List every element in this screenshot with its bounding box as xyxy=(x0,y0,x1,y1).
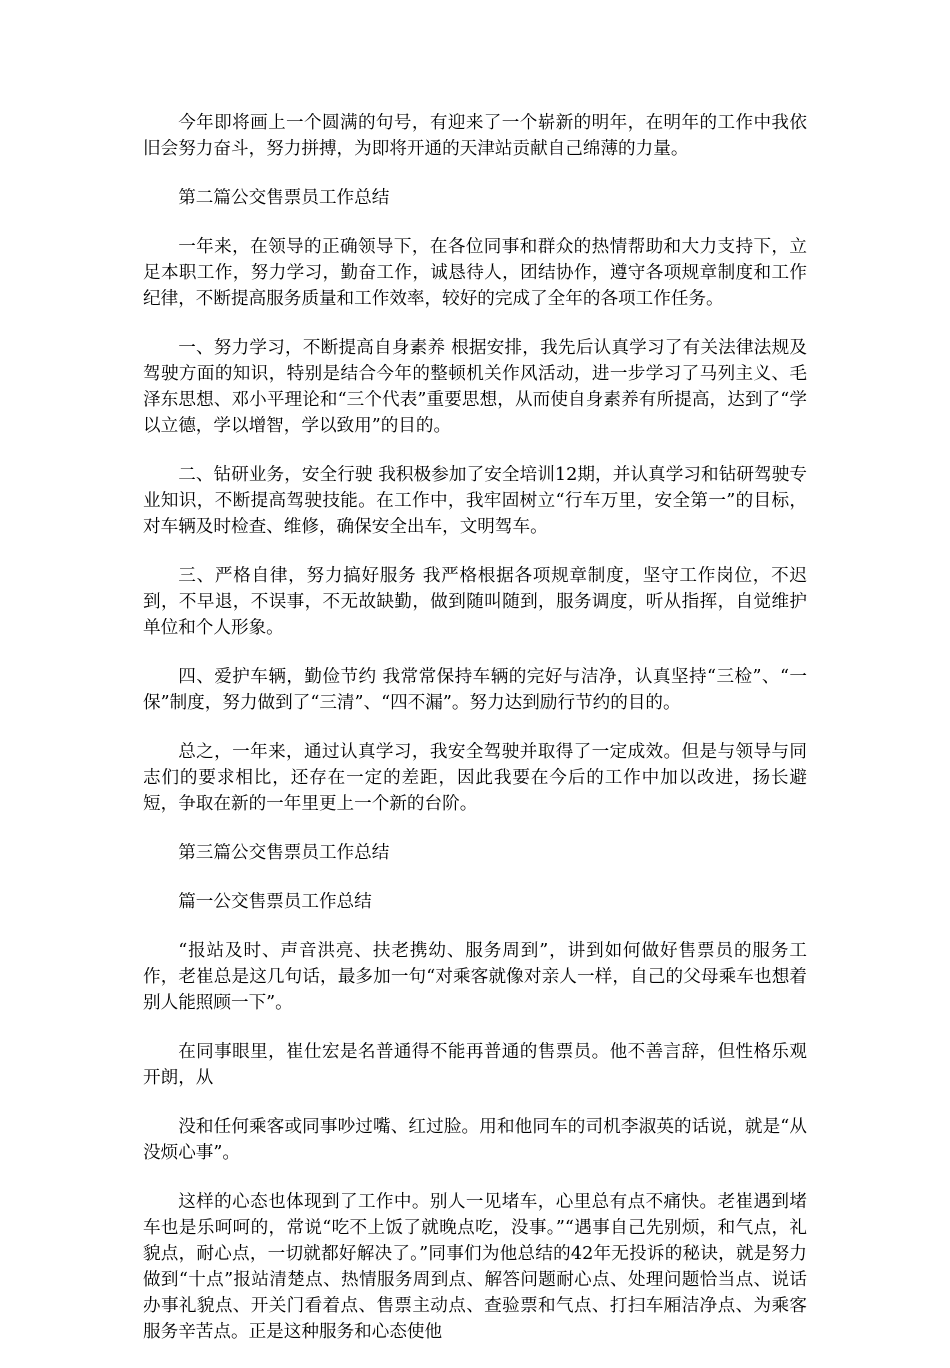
paragraph-closing: 今年即将画上一个圆满的句号，有迎来了一个崭新的明年，在明年的工作中我依旧会努力奋斗，努力拼搏，为即将开通的天津站贡献自己绵薄的力量。 xyxy=(143,113,807,159)
paragraph-point-4: 四、爱护车辆，勤俭节约 我常常保持车辆的完好与洁净，认真坚持“三检”、“一保”制度，努力做到了“三清”、“四不漏”。努力达到励行节约的目的。 xyxy=(143,667,807,713)
paragraph-intro: 一年来，在领导的正确领导下，在各位同事和群众的热情帮助和大力支持下，立足本职工作，努力学习，勤奋工作，诚恳待人，团结协作，遵守各项规章制度和工作纪律，不断提高服务质量和工作效率，较好的完成了全年的各项工作任务。 xyxy=(143,237,807,309)
paragraph-no-quarrel: 没和任何乘客或同事吵过嘴、红过脸。用和他同车的司机李淑英的话说，就是“从没烦心事”。 xyxy=(143,1117,807,1163)
paragraph-point-2: 二、钻研业务，安全行驶 我积极参加了安全培训12期，并认真学习和钻研驾驶专业知识，不断提高驾驶技能。在工作中，我牢固树立“行车万里，安全第一”的目标，对车辆及时检查、维修，确保安全出车，文明驾车。 xyxy=(143,465,807,537)
paragraph-attitude: 这样的心态也体现到了工作中。别人一见堵车，心里总有点不痛快。老崔遇到堵车也是乐呵呵的，常说“吃不上饭了就晚点吃，没事。”“遇事自己先别烦，和气点，礼貌点，耐心点，一切就都好解决了。”同事们为他总结的42年无投诉的秘诀，就是努力做到“十点”报站清楚点、热情服务周到点、解答问题耐心点、处理问题恰当点、说话办事礼貌点、开关门看着点、售票主动点、查验票和气点、打扫车厢洁净点、为乘客服务辛苦点。正是这种服务和心态使他 xyxy=(143,1192,807,1342)
paragraph-point-1: 一、努力学习，不断提高自身素养 根据安排，我先后认真学习了有关法律法规及驾驶方面的知识，特别是结合今年的整顿机关作风活动，进一步学习了马列主义、毛泽东思想、邓小平理论和“三个代表”重要思想，从而使自身素养有所提高，达到了“学以立德，学以增智，学以致用”的目的。 xyxy=(143,338,807,436)
paragraph-point-3: 三、严格自律，努力搞好服务 我严格根据各项规章制度，坚守工作岗位，不迟到，不早退，不误事，不无故缺勤，做到随叫随到，服务调度，听从指挥，自觉维护单位和个人形象。 xyxy=(143,566,807,638)
section-title-3: 第三篇公交售票员工作总结 xyxy=(178,843,390,863)
document-page xyxy=(143,110,807,1368)
paragraph-colleagues: 在同事眼里，崔仕宏是名普通得不能再普通的售票员。他不善言辞，但性格乐观开朗，从 xyxy=(143,1042,807,1088)
section-title-2: 第二篇公交售票员工作总结 xyxy=(178,188,390,208)
paragraph-summary: 总之，一年来，通过认真学习，我安全驾驶并取得了一定成效。但是与领导与同志们的要求相比，还存在一定的差距，因此我要在今后的工作中加以改进，扬长避短，争取在新的一年里更上一个新的台阶。 xyxy=(143,742,807,814)
paragraph-quote: “报站及时、声音洪亮、扶老携幼、服务周到”，讲到如何做好售票员的服务工作，老崔总是这几句话，最多加一句“对乘客就像对亲人一样，自己的父母乘车也想着别人能照顾一下”。 xyxy=(143,941,807,1013)
subsection-title-1: 篇一公交售票员工作总结 xyxy=(178,892,372,912)
